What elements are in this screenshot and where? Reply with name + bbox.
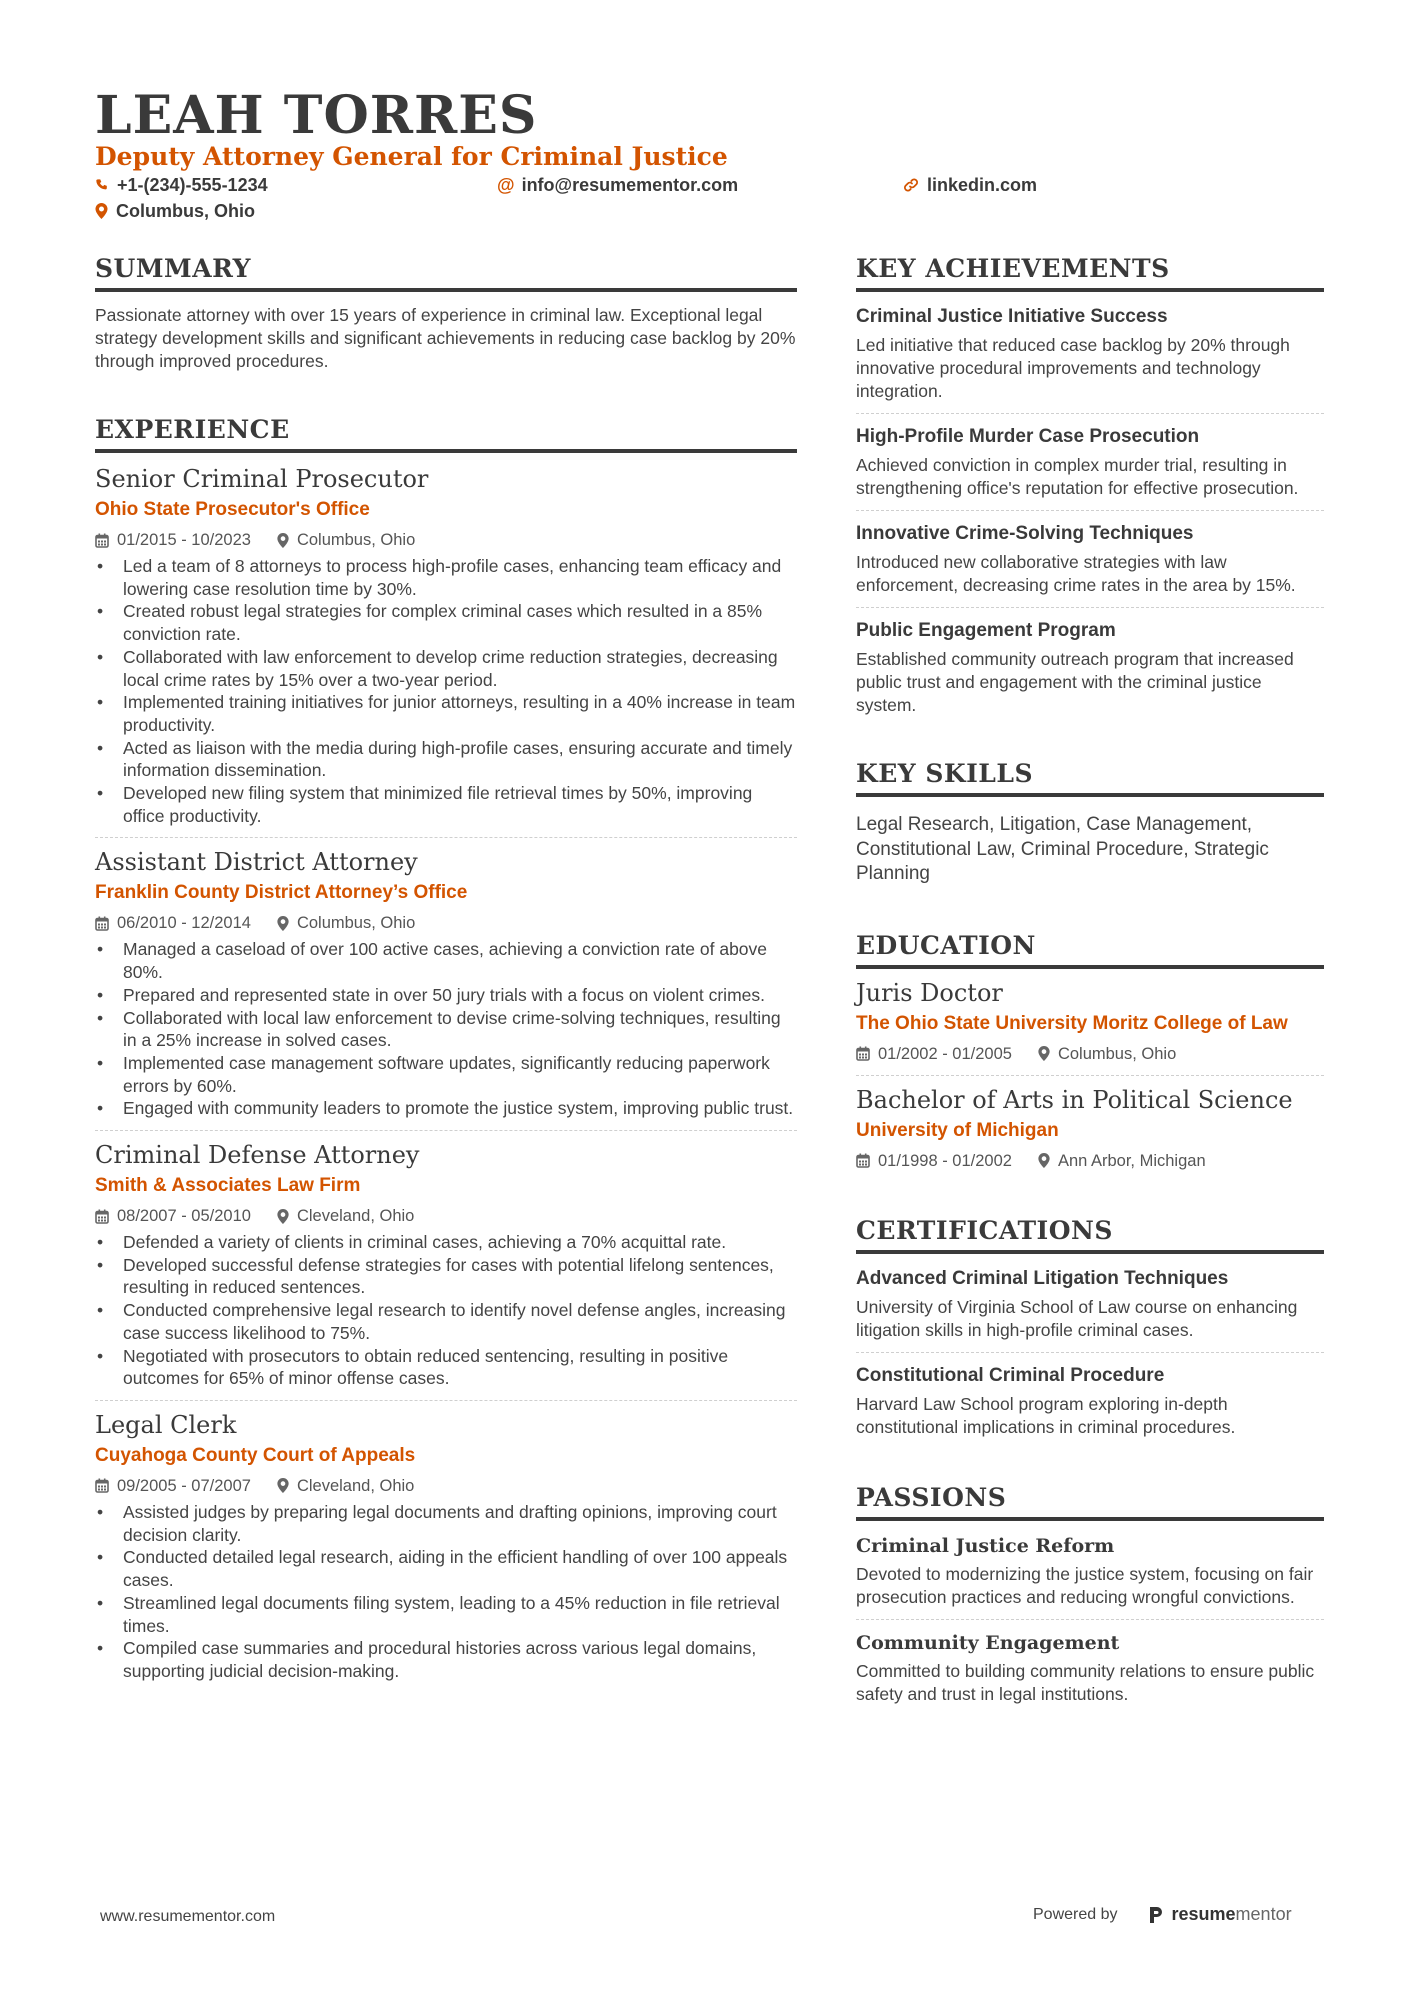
phone-text: +1-(234)-555-1234 [117, 175, 268, 195]
education-meta [856, 1043, 1324, 1065]
candidate-headline: Deputy Attorney General for Criminal Justice [95, 142, 728, 171]
phone-icon [95, 178, 109, 192]
education-entry [856, 1084, 1324, 1172]
achievement-text: Introduced new collaborative strategies with law enforcement, decreasing crime rates in the area by 15%. [856, 552, 1296, 595]
education-heading: EDUCATION [856, 929, 1324, 969]
school-name: University of Michigan [856, 1119, 1059, 1141]
location-contact [95, 199, 255, 223]
calendar-icon [95, 1478, 109, 1493]
location-pin-icon [1038, 1046, 1050, 1061]
certification-text: Harvard Law School program exploring in-depth constitutional implications in criminal procedures. [856, 1393, 1236, 1437]
location-pin-icon [277, 916, 289, 931]
divider [856, 413, 1324, 414]
divider [856, 1352, 1324, 1353]
divider [856, 510, 1324, 511]
job-company: Franklin County District Attorney’s Office [95, 882, 468, 904]
calendar-icon [95, 1209, 109, 1224]
education-dates: 01/2002 - 01/2005 [878, 1044, 1012, 1063]
passion-item [856, 1630, 1324, 1706]
location-pin-icon [95, 203, 108, 219]
job-bullets [95, 1231, 797, 1390]
certification-item [856, 1266, 1324, 1342]
divider [856, 1619, 1324, 1620]
footer-branding [1033, 1904, 1292, 1925]
job-meta [95, 529, 797, 551]
experience-entry [95, 1409, 797, 1683]
passion-title: Community Engagement [856, 1631, 1120, 1654]
location-pin-icon [277, 533, 289, 548]
job-bullet: • Conducted detailed legal research, aiding in the efficient handling of over 100 appeals cases. [95, 1546, 797, 1591]
divider [95, 837, 797, 838]
passion-text: Committed to building community relations to ensure public safety and trust in legal institutions. [856, 1660, 1315, 1704]
job-title: Senior Criminal Prosecutor [95, 465, 429, 493]
divider [856, 607, 1324, 608]
job-title: Assistant District Attorney [95, 848, 418, 877]
skills-text: Legal Research, Litigation, Case Management, Constitutional Law, Criminal Procedure, Strategic Planning [856, 814, 1269, 884]
achievement-item [856, 424, 1324, 500]
brand-light: mentor [1235, 1904, 1292, 1924]
achievement-text: Achieved conviction in complex murder trial, resulting in strengthening office's reputation for effective prosecution. [856, 455, 1299, 498]
degree-title: Juris Doctor [856, 978, 1003, 1007]
certification-title: Advanced Criminal Litigation Techniques [856, 1267, 1229, 1289]
calendar-icon [856, 1046, 870, 1061]
certifications-heading: CERTIFICATIONS [856, 1214, 1324, 1254]
job-bullets [95, 1501, 797, 1683]
job-bullet: • Managed a caseload of over 100 active cases, achieving a conviction rate of above 80%. [95, 938, 797, 983]
job-dates: 08/2007 - 05/2010 [117, 1207, 251, 1226]
job-bullet: • Compiled case summaries and procedural histories across various legal domains, supporting judicial decision-making. [95, 1637, 797, 1682]
job-location: Columbus, Ohio [296, 531, 416, 549]
brand-name [1172, 1904, 1292, 1925]
job-dates: 09/2005 - 07/2007 [117, 1476, 251, 1495]
passion-title: Criminal Justice Reform [856, 1534, 1115, 1557]
divider [95, 1130, 797, 1131]
job-dates: 06/2010 - 12/2014 [117, 914, 251, 933]
job-bullet: • Collaborated with local law enforcement to devise crime-solving techniques, resulting in a 25% increase in solved cases. [95, 1007, 797, 1052]
achievement-title: Public Engagement Program [856, 620, 1116, 641]
experience-entry [95, 463, 797, 827]
job-meta [95, 912, 797, 934]
achievements-heading: KEY ACHIEVEMENTS [856, 252, 1324, 292]
job-location: Columbus, Ohio [296, 914, 416, 933]
job-bullet: • Prepared and represented state in over 50 jury trials with a focus on violent crimes. [95, 984, 797, 1007]
phone-contact[interactable] [95, 173, 268, 197]
passion-text: Devoted to modernizing the justice system, focusing on fair prosecution practices and reducing wrongful convictions. [856, 1563, 1314, 1607]
education-location: Columbus, Ohio [1057, 1044, 1177, 1063]
job-company: Cuyahoga County Court of Appeals [95, 1444, 416, 1466]
experience-entry [95, 846, 797, 1120]
calendar-icon [95, 533, 109, 548]
job-bullet: • Assisted judges by preparing legal documents and drafting opinions, improving court decision clarity. [95, 1501, 797, 1546]
resumementor-logo-icon [1148, 1905, 1164, 1925]
linkedin-contact[interactable] [903, 173, 1037, 197]
education-dates: 01/1998 - 01/2002 [878, 1151, 1012, 1170]
job-bullet: • Collaborated with law enforcement to develop crime reduction strategies, decreasing local crime rates by 15% over a two-year period. [95, 646, 797, 691]
right-column [856, 252, 1324, 1706]
location-pin-icon [277, 1209, 289, 1224]
skills-heading: KEY SKILLS [856, 757, 1324, 797]
achievement-item [856, 304, 1324, 403]
experience-heading: EXPERIENCE [95, 413, 797, 453]
footer-website[interactable]: www.resumementor.com [100, 1908, 276, 1925]
job-bullet: • Engaged with community leaders to promote the justice system, improving public trust. [95, 1097, 797, 1120]
brand-bold: resume [1171, 1904, 1236, 1924]
candidate-name: LEAH TORRES [95, 85, 538, 146]
job-bullet: • Developed new filing system that minimized file retrieval times by 50%, improving office productivity. [95, 782, 797, 827]
job-bullets [95, 555, 797, 827]
achievement-item [856, 521, 1324, 597]
achievement-title: Innovative Crime-Solving Techniques [856, 523, 1194, 544]
at-icon: @ [497, 175, 515, 195]
experience-entry [95, 1139, 797, 1390]
job-bullet: • Implemented case management software updates, significantly reducing paperwork errors by 60%. [95, 1052, 797, 1097]
certification-text: University of Virginia School of Law course on enhancing litigation skills in high-profile criminal cases. [856, 1296, 1298, 1340]
job-meta [95, 1475, 797, 1497]
achievement-text: Led initiative that reduced case backlog by 20% through innovative procedural improvements and technology integration. [856, 335, 1290, 401]
calendar-icon [95, 916, 109, 931]
email-contact[interactable] [497, 173, 738, 197]
degree-title: Bachelor of Arts in Political Science [856, 1085, 1293, 1114]
passions-heading: PASSIONS [856, 1481, 1324, 1521]
school-name: The Ohio State University Moritz College of Law [856, 1012, 1288, 1034]
link-icon [903, 177, 919, 193]
divider [856, 1075, 1324, 1076]
summary-text: Passionate attorney with over 15 years of experience in criminal law. Exceptional legal strategy development skills and significant achievements in reducing case backlog by 20% through improved procedures. [95, 305, 796, 371]
job-bullet: • Acted as liaison with the media during high-profile cases, ensuring accurate and timely information dissemination. [95, 737, 797, 782]
location-pin-icon [277, 1478, 289, 1493]
location-pin-icon [1038, 1153, 1050, 1168]
achievement-title: Criminal Justice Initiative Success [856, 306, 1168, 327]
job-bullet: • Implemented training initiatives for junior attorneys, resulting in a 40% increase in team productivity. [95, 691, 797, 736]
job-bullet: • Streamlined legal documents filing system, leading to a 45% reduction in file retrieval times. [95, 1592, 797, 1637]
email-text: info@resumementor.com [521, 175, 739, 195]
job-location: Cleveland, Ohio [296, 1476, 415, 1495]
divider [95, 1400, 797, 1401]
powered-by-label: Powered by [1033, 1905, 1118, 1923]
certification-title: Constitutional Criminal Procedure [856, 1364, 1165, 1386]
job-title: Criminal Defense Attorney [95, 1141, 420, 1170]
job-bullet: • Conducted comprehensive legal research to identify novel defense angles, increasing case success likelihood to 75%. [95, 1299, 797, 1344]
job-company: Ohio State Prosecutor's Office [95, 499, 370, 520]
job-bullet: • Led a team of 8 attorneys to process high-profile cases, enhancing team efficacy and lowering case resolution time by 30%. [95, 555, 797, 600]
achievement-item [856, 618, 1324, 717]
education-location: Ann Arbor, Michigan [1057, 1151, 1206, 1170]
linkedin-text: linkedin.com [927, 175, 1038, 195]
job-meta [95, 1205, 797, 1227]
left-column [95, 252, 797, 1683]
job-company: Smith & Associates Law Firm [95, 1175, 361, 1197]
summary-heading: SUMMARY [95, 252, 797, 292]
achievement-title: High-Profile Murder Case Prosecution [856, 426, 1200, 447]
job-bullet: • Developed successful defense strategies for cases with potential lifelong sentences, resulting in reduced sentences. [95, 1254, 797, 1299]
passion-item [856, 1533, 1324, 1609]
job-dates: 01/2015 - 10/2023 [117, 531, 251, 549]
job-bullet: • Negotiated with prosecutors to obtain reduced sentencing, resulting in positive outcomes for 65% of minor offense cases. [95, 1345, 797, 1390]
location-text: Columbus, Ohio [116, 201, 255, 221]
job-bullet: • Defended a variety of clients in criminal cases, achieving a 70% acquittal rate. [95, 1231, 797, 1254]
education-entry [856, 977, 1324, 1065]
job-bullet: • Created robust legal strategies for complex criminal cases which resulted in a 85% conviction rate. [95, 600, 797, 645]
certification-item [856, 1363, 1324, 1439]
job-bullets [95, 938, 797, 1120]
job-location: Cleveland, Ohio [296, 1207, 415, 1226]
job-title: Legal Clerk [95, 1410, 237, 1439]
education-meta [856, 1150, 1324, 1172]
calendar-icon [856, 1153, 870, 1168]
achievement-text: Established community outreach program that increased public trust and engagement with the criminal justice system. [856, 649, 1294, 715]
